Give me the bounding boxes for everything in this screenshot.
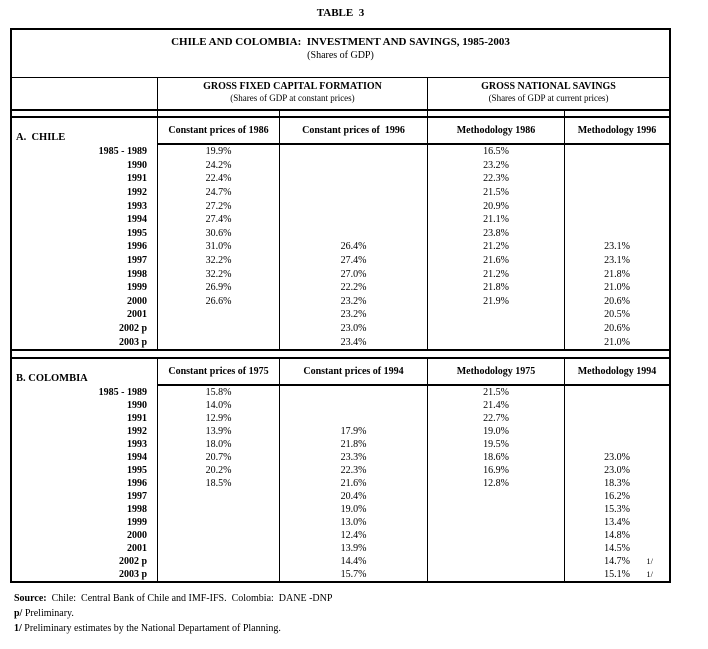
year-label: 1997 (12, 254, 158, 268)
value-cell (158, 425, 280, 438)
value-text: 23.2% (340, 309, 367, 321)
value-text: 27.0% (340, 268, 367, 280)
year-label: 1999 (12, 516, 158, 529)
value-text: 21.8% (483, 282, 509, 294)
table-row (12, 477, 669, 490)
value-text: 20.2% (205, 464, 232, 476)
value-text: 32.2% (205, 255, 232, 267)
value-cell (158, 240, 280, 254)
section-label-colombia: B. COLOMBIA (12, 359, 158, 386)
value-text: 12.8% (483, 477, 509, 489)
year-label: 2002 p (12, 322, 158, 336)
value-text: 23.8% (483, 227, 509, 239)
value-cell (280, 412, 428, 425)
year-label: 1999 (12, 281, 158, 295)
value-cell (280, 516, 428, 529)
table-row (12, 386, 669, 399)
value-cell (158, 213, 280, 227)
value-text: 13.0% (340, 516, 367, 528)
column-header: Constant prices of 1975 (158, 359, 280, 386)
value-cell (280, 295, 428, 309)
value-text: 15.3% (604, 503, 630, 515)
year-label: 1998 (12, 267, 158, 281)
column-header: Methodology 1986 (428, 118, 565, 145)
value-text: 18.3% (604, 477, 630, 489)
value-cell (158, 145, 280, 159)
table-row (12, 254, 669, 268)
value-cell (158, 490, 280, 503)
value-text: 21.0% (604, 282, 630, 294)
value-cell (158, 451, 280, 464)
table-row (12, 438, 669, 451)
value-cell (565, 199, 669, 213)
table-row (12, 568, 669, 581)
value-text: 27.4% (205, 214, 232, 226)
value-cell (428, 503, 565, 516)
value-text: 23.4% (340, 336, 367, 348)
value-cell (565, 490, 669, 503)
value-cell (428, 159, 565, 173)
value-cell (280, 254, 428, 268)
value-cell (280, 281, 428, 295)
value-text: 14.4% (340, 555, 367, 567)
group-header-row (12, 78, 669, 111)
footnote-marker: 1/ (646, 556, 653, 567)
table-subtitle: (Shares of GDP) (307, 50, 374, 61)
table-row (12, 542, 669, 555)
value-text: 12.9% (205, 412, 232, 424)
value-text: 21.4% (483, 399, 509, 411)
value-cell (428, 267, 565, 281)
value-cell (565, 529, 669, 542)
value-cell (280, 477, 428, 490)
year-label: 1985 - 1989 (12, 386, 158, 399)
value-text: 21.9% (483, 295, 509, 307)
table-row (12, 213, 669, 227)
year-label: 1995 (12, 227, 158, 241)
value-text: 22.2% (340, 282, 367, 294)
value-cell (565, 295, 669, 309)
value-cell (158, 542, 280, 555)
value-cell (565, 542, 669, 555)
value-cell (158, 308, 280, 322)
value-cell (280, 568, 428, 581)
value-cell (158, 503, 280, 516)
value-text: 23.0% (604, 451, 630, 463)
value-cell (428, 516, 565, 529)
value-cell (565, 254, 669, 268)
value-cell (158, 438, 280, 451)
value-text: 15.1% (604, 568, 630, 580)
value-text: 21.2% (483, 241, 509, 253)
source-label: Source: (14, 593, 47, 604)
year-label: 1995 (12, 464, 158, 477)
value-cell (280, 451, 428, 464)
table-row (12, 529, 669, 542)
year-label: 2003 p (12, 568, 158, 581)
source-text: Chile: Central Bank of Chile and IMF-IFS. Colombia: DANE -DNP (46, 593, 333, 604)
value-cell (428, 281, 565, 295)
value-cell (280, 503, 428, 516)
value-text: 20.9% (483, 200, 509, 212)
table-row (12, 503, 669, 516)
value-cell (565, 227, 669, 241)
value-text: 18.6% (483, 451, 509, 463)
value-cell (158, 322, 280, 336)
value-cell (428, 186, 565, 200)
value-text: 19.0% (340, 503, 367, 515)
table-body-colombia (12, 386, 669, 581)
value-cell (280, 335, 428, 349)
value-cell (280, 240, 428, 254)
year-label: 2001 (12, 308, 158, 322)
value-text: 13.9% (340, 542, 367, 554)
year-label: 1993 (12, 199, 158, 213)
value-text: 31.0% (205, 241, 232, 253)
year-label: 2002 p (12, 555, 158, 568)
footnote-1 (14, 621, 332, 636)
source-note (14, 591, 332, 606)
value-text: 27.2% (205, 200, 232, 212)
value-cell (565, 267, 669, 281)
table-row (12, 490, 669, 503)
note-1-text: Preliminary estimates by the National Departament of Planning. (21, 623, 281, 634)
value-cell (565, 425, 669, 438)
value-text: 23.0% (604, 464, 630, 476)
value-text: 20.6% (604, 323, 630, 335)
value-text: 21.6% (340, 477, 367, 489)
value-text: 23.3% (340, 451, 367, 463)
value-text: 23.1% (604, 255, 630, 267)
value-cell (280, 145, 428, 159)
value-cell (158, 295, 280, 309)
value-cell (565, 281, 669, 295)
value-cell (158, 254, 280, 268)
value-cell (280, 464, 428, 477)
value-text: 26.9% (205, 282, 232, 294)
value-cell (565, 213, 669, 227)
table-body-chile (12, 145, 669, 349)
table-title-block (12, 30, 669, 78)
value-cell (565, 464, 669, 477)
value-cell (565, 568, 669, 581)
value-cell (565, 503, 669, 516)
column-header: Methodology 1975 (428, 359, 565, 386)
value-cell (428, 425, 565, 438)
value-cell (158, 386, 280, 399)
value-cell (158, 412, 280, 425)
value-cell (158, 477, 280, 490)
value-text: 15.8% (205, 386, 232, 398)
value-cell (158, 335, 280, 349)
section-label-chile: A. CHILE (12, 118, 158, 145)
value-text: 15.7% (340, 568, 367, 580)
value-text: 22.3% (340, 464, 367, 476)
value-cell (565, 438, 669, 451)
table-row (12, 516, 669, 529)
column-header: Methodology 1994 (565, 359, 669, 386)
value-text: 20.5% (604, 309, 630, 321)
value-cell (280, 386, 428, 399)
column-header: Constant prices of 1986 (158, 118, 280, 145)
value-cell (158, 281, 280, 295)
value-text: 30.6% (205, 227, 232, 239)
value-text: 23.1% (604, 241, 630, 253)
year-label: 2003 p (12, 335, 158, 349)
group-header-subtitle: (Shares of GDP at current prices) (488, 93, 609, 103)
year-label: 1994 (12, 451, 158, 464)
value-cell (565, 386, 669, 399)
table-row (12, 240, 669, 254)
note-1-label: 1/ (14, 623, 22, 634)
value-cell (280, 555, 428, 568)
value-cell (158, 555, 280, 568)
value-cell (158, 529, 280, 542)
table-row (12, 159, 669, 173)
value-cell (280, 425, 428, 438)
value-cell (565, 172, 669, 186)
value-text: 27.4% (340, 255, 367, 267)
value-cell (158, 172, 280, 186)
value-cell (280, 213, 428, 227)
value-cell (428, 386, 565, 399)
year-label: 1993 (12, 438, 158, 451)
year-label: 1992 (12, 425, 158, 438)
table-row (12, 267, 669, 281)
value-cell (280, 186, 428, 200)
value-text: 21.1% (483, 214, 509, 226)
value-text: 16.9% (483, 464, 509, 476)
value-cell (565, 516, 669, 529)
value-cell (280, 529, 428, 542)
year-label: 1991 (12, 412, 158, 425)
year-label: 1996 (12, 477, 158, 490)
value-cell (158, 186, 280, 200)
value-text: 24.7% (205, 187, 232, 199)
value-text: 14.0% (205, 399, 232, 411)
value-text: 21.2% (483, 268, 509, 280)
value-cell (428, 172, 565, 186)
note-p-label: p/ (14, 608, 23, 619)
group-header-subtitle: (Shares of GDP at constant prices) (230, 93, 355, 103)
value-text: 18.5% (205, 477, 232, 489)
value-cell (158, 464, 280, 477)
value-text: 21.5% (483, 187, 509, 199)
value-cell (428, 464, 565, 477)
year-label: 1998 (12, 503, 158, 516)
value-cell (158, 159, 280, 173)
value-cell (280, 267, 428, 281)
value-cell (428, 438, 565, 451)
value-cell (428, 542, 565, 555)
data-table (10, 28, 671, 583)
value-cell (565, 159, 669, 173)
table-row (12, 335, 669, 349)
page-title: TABLE 3 (316, 7, 365, 19)
table-row (12, 399, 669, 412)
value-text: 20.6% (604, 295, 630, 307)
value-cell (428, 254, 565, 268)
value-text: 26.6% (205, 295, 232, 307)
note-p-text: Preliminary. (22, 608, 74, 619)
value-cell (428, 490, 565, 503)
value-cell (158, 227, 280, 241)
value-cell (428, 412, 565, 425)
value-text: 12.4% (340, 529, 367, 541)
value-cell (428, 555, 565, 568)
value-text: 20.7% (205, 451, 232, 463)
value-cell (280, 199, 428, 213)
value-cell (158, 516, 280, 529)
value-text: 21.5% (483, 386, 509, 398)
table-row (12, 199, 669, 213)
value-text: 26.4% (340, 241, 367, 253)
value-cell (428, 227, 565, 241)
value-cell (280, 322, 428, 336)
value-cell (280, 308, 428, 322)
value-text: 19.9% (205, 146, 232, 158)
table-row (12, 412, 669, 425)
value-text: 14.8% (604, 529, 630, 541)
value-text: 21.0% (604, 336, 630, 348)
value-text: 19.0% (483, 425, 509, 437)
column-header: Constant prices of 1994 (280, 359, 428, 386)
column-header: Constant prices of 1996 (280, 118, 428, 145)
value-cell (565, 322, 669, 336)
value-cell (428, 477, 565, 490)
table-row (12, 451, 669, 464)
value-text: 16.5% (483, 146, 509, 158)
table-row (12, 425, 669, 438)
value-cell (565, 240, 669, 254)
table-row (12, 295, 669, 309)
year-label: 1990 (12, 159, 158, 173)
value-text: 21.8% (604, 268, 630, 280)
value-text: 23.2% (340, 295, 367, 307)
value-cell (428, 322, 565, 336)
value-text: 18.0% (205, 438, 232, 450)
year-label: 1991 (12, 172, 158, 186)
year-label: 1985 - 1989 (12, 145, 158, 159)
year-label: 1990 (12, 399, 158, 412)
year-label: 2000 (12, 295, 158, 309)
column-header: Methodology 1996 (565, 118, 669, 145)
value-cell (280, 172, 428, 186)
value-text: 22.7% (483, 412, 509, 424)
value-text: 14.5% (604, 542, 630, 554)
corner-cell (12, 78, 158, 109)
section-divider (12, 349, 669, 359)
value-cell (428, 335, 565, 349)
group-header-title: GROSS NATIONAL SAVINGS (481, 81, 616, 92)
year-label: 1997 (12, 490, 158, 503)
value-cell (280, 159, 428, 173)
table-title: CHILE AND COLOMBIA: INVESTMENT AND SAVINGS, 1985-2003 (171, 36, 510, 48)
value-text: 23.2% (483, 159, 509, 171)
table-row (12, 555, 669, 568)
value-text: 19.5% (483, 438, 509, 450)
value-cell (158, 267, 280, 281)
year-label: 1994 (12, 213, 158, 227)
value-cell (565, 308, 669, 322)
value-text: 13.9% (205, 425, 232, 437)
value-text: 20.4% (340, 490, 367, 502)
value-cell (158, 199, 280, 213)
table-row (12, 172, 669, 186)
table-row (12, 227, 669, 241)
value-cell (565, 399, 669, 412)
value-cell (565, 451, 669, 464)
value-cell (428, 568, 565, 581)
year-label: 1992 (12, 186, 158, 200)
value-text: 22.4% (205, 173, 232, 185)
section-header-colombia (12, 359, 669, 386)
value-cell (280, 227, 428, 241)
table-row (12, 186, 669, 200)
table-footnotes (14, 591, 332, 636)
table-row (12, 322, 669, 336)
table-row (12, 281, 669, 295)
table-row (12, 308, 669, 322)
value-text: 16.2% (604, 490, 630, 502)
group-header-title: GROSS FIXED CAPITAL FORMATION (203, 81, 382, 92)
value-cell (565, 335, 669, 349)
value-text: 32.2% (205, 268, 232, 280)
section-header-chile (12, 118, 669, 145)
year-label: 1996 (12, 240, 158, 254)
double-rule (12, 111, 669, 118)
value-cell (428, 529, 565, 542)
table-row (12, 145, 669, 159)
value-cell (428, 213, 565, 227)
value-cell (565, 477, 669, 490)
value-cell (428, 145, 565, 159)
year-label: 2000 (12, 529, 158, 542)
value-text: 17.9% (340, 425, 367, 437)
value-text: 24.2% (205, 159, 232, 171)
value-cell (428, 451, 565, 464)
footnote-marker: 1/ (646, 569, 653, 580)
value-text: 22.3% (483, 173, 509, 185)
year-label: 2001 (12, 542, 158, 555)
value-cell (428, 295, 565, 309)
value-cell (428, 199, 565, 213)
value-cell (428, 399, 565, 412)
group-header-capital-formation (158, 78, 428, 109)
value-cell (565, 145, 669, 159)
table-row (12, 464, 669, 477)
value-cell (158, 568, 280, 581)
value-text: 21.6% (483, 255, 509, 267)
value-text: 23.0% (340, 323, 367, 335)
value-cell (158, 399, 280, 412)
value-cell (280, 438, 428, 451)
value-cell (280, 490, 428, 503)
preliminary-note (14, 606, 332, 621)
value-cell (428, 240, 565, 254)
value-cell (565, 412, 669, 425)
value-cell (565, 555, 669, 568)
value-text: 21.8% (340, 438, 367, 450)
value-cell (428, 308, 565, 322)
value-cell (280, 542, 428, 555)
value-cell (280, 399, 428, 412)
value-text: 13.4% (604, 516, 630, 528)
value-text: 14.7% (604, 555, 630, 567)
group-header-national-savings (428, 78, 669, 109)
value-cell (565, 186, 669, 200)
